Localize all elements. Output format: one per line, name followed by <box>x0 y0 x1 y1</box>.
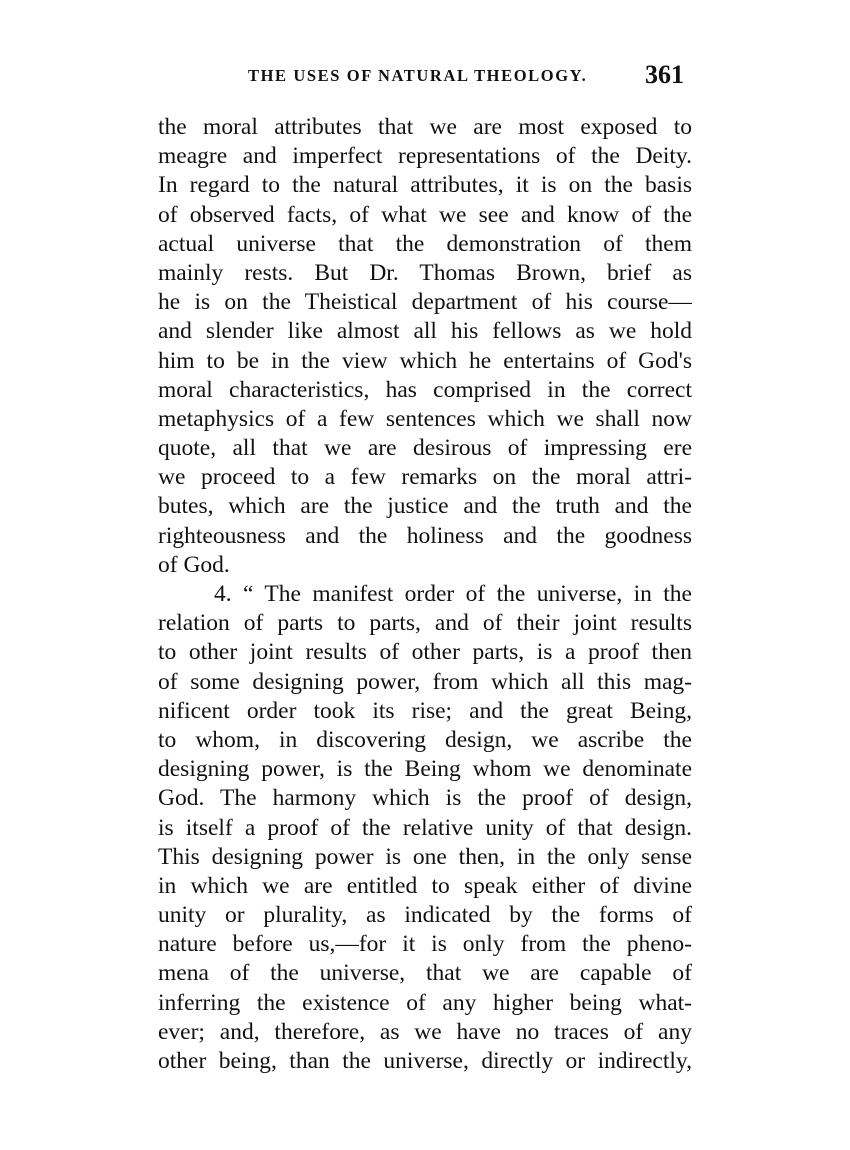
text-line: 4. “ The manifest order of the universe, in the <box>214 581 692 607</box>
text-line: and slender like almost all his fellows as we hold <box>158 318 692 345</box>
text-line: the moral attributes that we are most exposed to <box>158 114 692 140</box>
text-line: unity or plurality, as indicated by the forms of <box>158 902 692 929</box>
text-line: actual universe that the demonstration of them <box>158 230 692 257</box>
text-line: other being, than the universe, directly or indirectly, <box>158 1048 692 1074</box>
text-line: mainly rests. But Dr. Thomas Brown, brief as <box>158 259 692 286</box>
text-line: in which we are entitled to speak either of divine <box>158 872 692 899</box>
text-line: nature before us,—for it is only from the pheno- <box>158 931 692 958</box>
page-number: 361 <box>645 60 684 89</box>
text-line: of God. <box>158 551 230 578</box>
text-line: to whom, in discovering design, we ascribe the <box>158 726 692 753</box>
text-line: butes, which are the justice and the truth and the <box>158 493 692 520</box>
text-line: mena of the universe, that we are capable of <box>158 960 692 987</box>
text-line: nificent order took its rise; and the great Being, <box>158 697 692 724</box>
text-line: of some designing power, from which all this mag- <box>158 668 692 695</box>
text-line: inferring the existence of any higher being what- <box>158 989 692 1016</box>
text-line: moral characteristics, has comprised in the correct <box>158 376 692 403</box>
text-line: righteousness and the holiness and the goodness <box>158 522 692 549</box>
text-line: relation of parts to parts, and of their joint results <box>158 610 692 637</box>
body-text <box>158 113 692 1076</box>
text-line: designing power, is the Being whom we denominate <box>158 756 692 783</box>
text-line: In regard to the natural attributes, it is on the basis <box>158 172 692 199</box>
text-line: metaphysics of a few sentences which we shall now <box>158 405 692 432</box>
text-line: ever; and, therefore, as we have no traces of any <box>158 1018 692 1045</box>
running-title: THE USES OF NATURAL THEOLOGY. <box>248 66 588 85</box>
text-line: we proceed to a few remarks on the moral attri- <box>158 464 692 491</box>
text-line: quote, all that we are desirous of impressing ere <box>158 435 692 462</box>
text-line: meagre and imperfect representations of the Deity. <box>158 143 692 170</box>
running-head <box>160 62 692 96</box>
text-line: he is on the Theistical department of his course— <box>158 289 692 316</box>
text-line: of observed facts, of what we see and know of the <box>158 201 692 228</box>
text-line: This designing power is one then, in the only sense <box>158 843 692 870</box>
text-line: is itself a proof of the relative unity of that design. <box>158 814 692 841</box>
text-line: to other joint results of other parts, is a proof then <box>158 639 692 666</box>
text-line: him to be in the view which he entertains of God's <box>158 347 692 374</box>
text-line: God. The harmony which is the proof of design, <box>158 785 692 812</box>
